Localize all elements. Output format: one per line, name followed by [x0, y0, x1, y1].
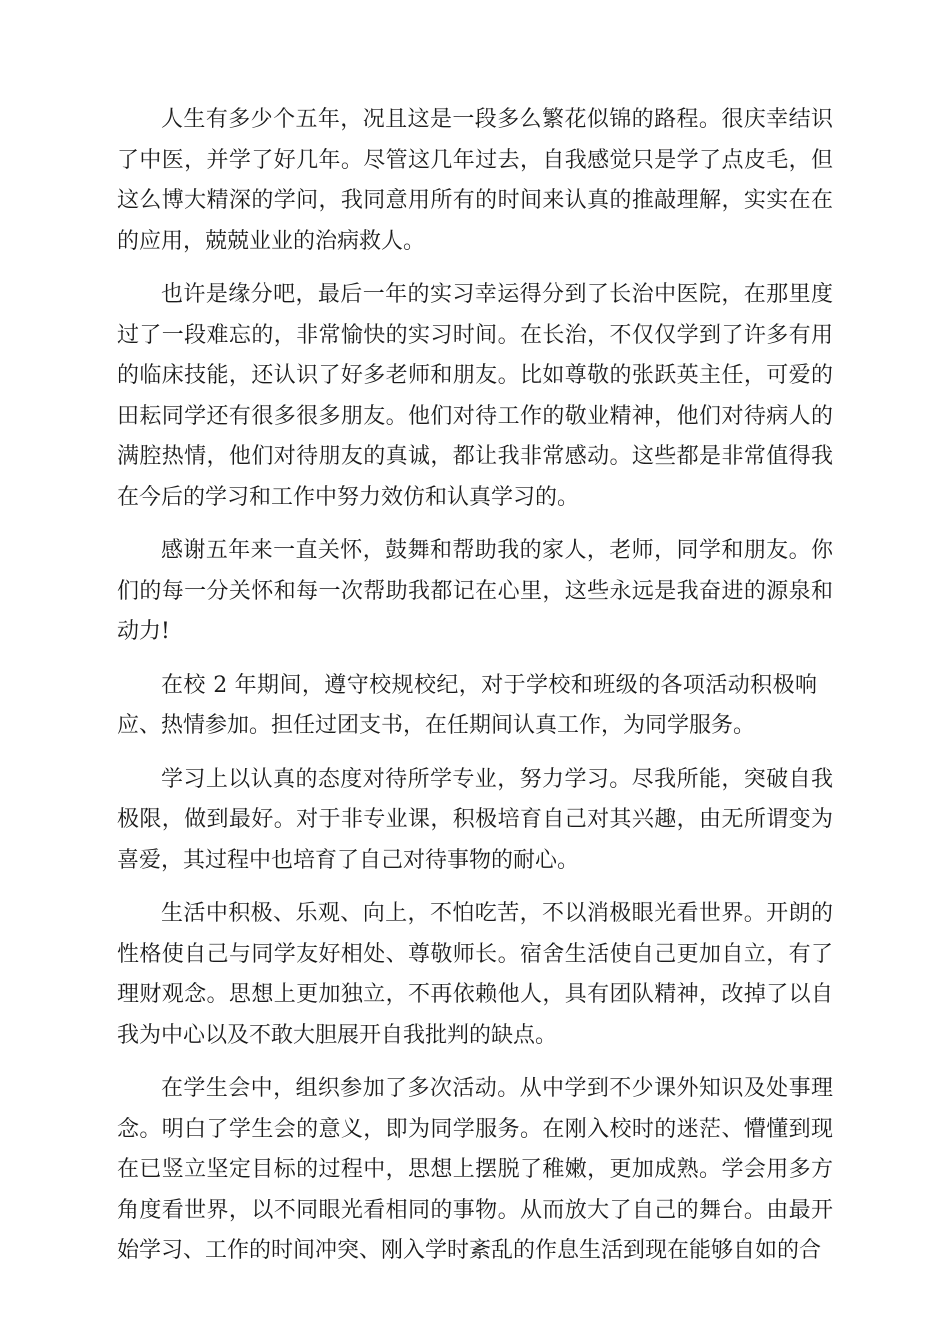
paragraph-1: 人生有多少个五年，况且这是一段多么繁花似锦的路程。很庆幸结识了中医，并学了好几年。尽管这几年过去，自我感觉只是学了点皮毛，但这么博大精深的学问，我同意用所有的时间来认真的推敲理解，实实在在的应用，兢兢业业的治病救人。: [117, 107, 833, 254]
paragraph-4: 在校 2 年期间，遵守校规校纪，对于学校和班级的各项活动积极响应、热情参加。担任过团支书，在任期间认真工作，为同学服务。: [117, 672, 817, 738]
document-page: [117, 100, 833, 1285]
paragraph-2: 也许是缘分吧，最后一年的实习幸运得分到了长治中医院，在那里度过了一段难忘的，非常愉快的实习时间。在长治，不仅仅学到了许多有用的临床技能，还认识了好多老师和朋友。比如尊敬的张跃英主任，可爱的田耘同学还有很多很多朋友。他们对待工作的敬业精神，他们对待病人的满腔热情，他们对待朋友的真诚，都让我非常感动。这些都是非常值得我在今后的学习和工作中努力效仿和认真学习的。: [117, 282, 833, 510]
paragraph-7: 在学生会中，组织参加了多次活动。从中学到不少课外知识及处事理念。明白了学生会的意义，即为同学服务。在刚入校时的迷茫、懵懂到现在已竖立坚定目标的过程中，思想上摆脱了稚嫩，更加成熟。学会用多方角度看世界，以不同眼光看相同的事物。从而放大了自己的舞台。由最开始学习、工作的时间冲突、刚入学时紊乱的作息生活到现在能够自如的合: [117, 1076, 833, 1263]
paragraph-3: 感谢五年来一直关怀，鼓舞和帮助我的家人，老师，同学和朋友。你们的每一分关怀和每一次帮助我都记在心里，这些永远是我奋进的源泉和动力!: [117, 538, 833, 644]
paragraph-6: 生活中积极、乐观、向上，不怕吃苦，不以消极眼光看世界。开朗的性格使自己与同学友好相处、尊敬师长。宿舍生活使自己更加自立，有了理财观念。思想上更加独立，不再依赖他人，具有团队精神，改掉了以自我为中心以及不敢大胆展开自我批判的缺点。: [117, 901, 833, 1048]
paragraph-5: 学习上以认真的态度对待所学专业，努力学习。尽我所能，突破自我极限，做到最好。对于非专业课，积极培育自己对其兴趣，由无所谓变为喜爱，其过程中也培育了自己对待事物的耐心。: [117, 766, 833, 873]
